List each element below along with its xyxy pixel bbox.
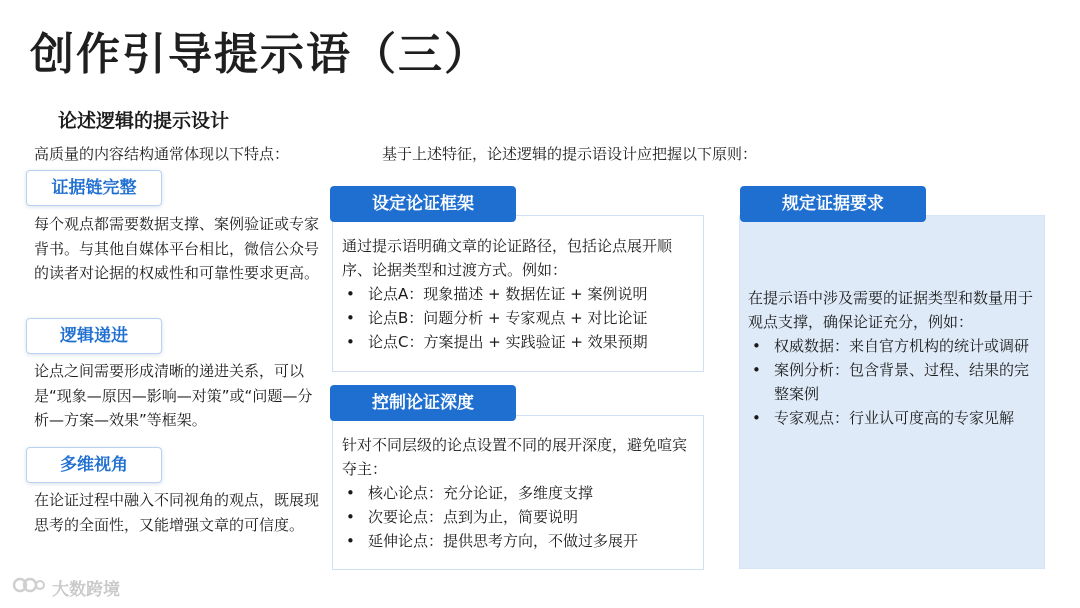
intro-left: 高质量的内容结构通常体现以下特点：	[34, 145, 290, 163]
bullet-list-argument-depth	[342, 481, 694, 553]
list-item: • 延伸论点：提供思考方向，不做过多展开	[342, 529, 694, 553]
feature-tag-multi-perspective: 多维视角	[26, 447, 162, 483]
bullet-list-evidence-requirements	[748, 334, 1034, 430]
watermark	[12, 574, 120, 600]
feature-text-evidence-chain: 每个观点都需要数据支撑、案例验证或专家背书。与其他自媒体平台相比，微信公众号的读者对论据的权威性和可靠性要求更高。	[34, 215, 320, 282]
feature-tag-logic-progression: 逻辑递进	[26, 318, 162, 354]
panel-header-evidence-requirements: 规定证据要求	[740, 186, 926, 222]
panel-body-argument-depth	[342, 433, 694, 553]
panel-intro-argument-depth: 针对不同层级的论点设置不同的展开深度，避免喧宾夺主：	[342, 436, 688, 478]
list-item: • 论点A：现象描述 + 数据佐证 + 案例说明	[342, 282, 694, 306]
bullet-list-argument-framework	[342, 282, 694, 354]
list-item: • 权威数据：来自官方机构的统计或调研	[748, 334, 1034, 358]
list-item: • 论点C：方案提出 + 实践验证 + 效果预期	[342, 330, 694, 354]
panel-header-argument-framework: 设定论证框架	[330, 186, 516, 222]
section-subtitle: 论述逻辑的提示设计	[58, 110, 230, 132]
intro-right: 基于上述特征，论述逻辑的提示语设计应把握以下原则：	[382, 145, 758, 163]
panel-header-argument-depth: 控制论证深度	[330, 385, 516, 421]
list-item: • 次要论点：点到为止，简要说明	[342, 505, 694, 529]
feature-text-logic-progression: 论点之间需要形成清晰的递进关系，可以是“现象—原因—影响—对策”或“问题—分析—方案—效果”等框架。	[34, 362, 313, 429]
list-item: • 论点B：问题分析 + 专家观点 + 对比论证	[342, 306, 694, 330]
panel-body-argument-framework	[342, 234, 694, 354]
panel-intro-argument-framework: 通过提示语明确文章的论证路径，包括论点展开顺序、论据类型和过渡方式。例如：	[342, 237, 673, 279]
list-item: • 专家观点：行业认可度高的专家见解	[748, 406, 1034, 430]
page-title: 创作引导提示语（三）	[30, 29, 490, 80]
feature-tag-evidence-chain: 证据链完整	[26, 170, 162, 206]
watermark-text: 大数跨境	[52, 579, 120, 600]
list-item: • 案例分析：包含背景、过程、结果的完整案例	[748, 358, 1034, 406]
panel-body-evidence-requirements	[748, 286, 1034, 430]
list-item: • 核心论点：充分论证，多维度支撑	[342, 481, 694, 505]
panel-intro-evidence-requirements: 在提示语中涉及需要的证据类型和数量用于观点支撑，确保论证充分，例如：	[748, 289, 1034, 331]
feature-text-multi-perspective: 在论证过程中融入不同视角的观点，既展现思考的全面性，又能增强文章的可信度。	[34, 491, 320, 534]
logo-icon	[12, 574, 46, 601]
